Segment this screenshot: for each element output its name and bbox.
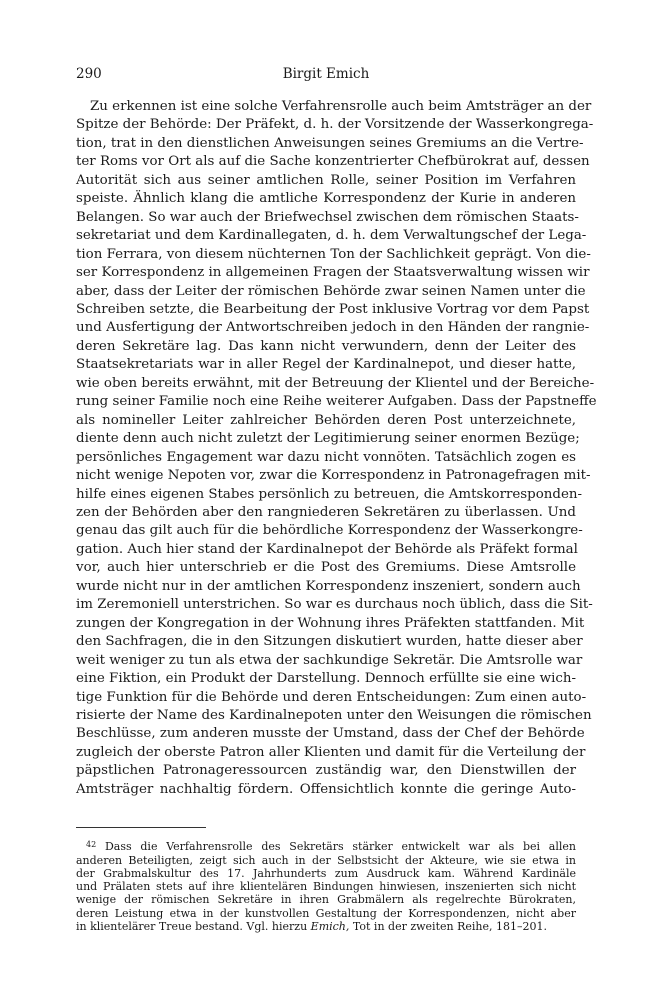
- text-line: Schreiben setzte, die Bearbeitung der Post inklusive Vortrag vor dem Papst: [76, 301, 590, 317]
- text-line: tion Ferrara, von diesem nüchternen Ton der Sachlichkeit geprägt. Von die-: [76, 246, 591, 262]
- footnote-line: der Grabmalskultur des 17. Jahrhunderts zum Ausdruck kam. Während Kardinäle: [76, 866, 576, 880]
- footnote-line: wenige der römischen Sekretäre in ihren Grabmälern als regelrechte Bürokraten,: [76, 893, 576, 907]
- text-line: tion, trat in den dienstlichen Anweisungen seines Gremiums an die Vertre-: [76, 135, 584, 151]
- footnote-line: [76, 838, 576, 853]
- footnote-number: 42: [86, 840, 97, 850]
- text-line: tige Funktion für die Behörde und deren Entscheidungen: Zum einen auto-: [76, 689, 587, 705]
- text-line: hilfe eines eigenen Stabes persönlich zu betreuen, die Amtskorresponden-: [76, 486, 583, 502]
- text-line: ter Roms vor Ort als auf die Sache konzentrierter Chefbürokrat auf, dessen: [76, 154, 590, 170]
- footnote-divider: [76, 827, 206, 828]
- main-text: [76, 98, 597, 799]
- text-line: zungen der Kongregation in der Wohnung ihres Präfekten stattfanden. Mit: [76, 615, 585, 631]
- footnote-text: in klientelärer Treue bestand. Vgl. hierzu: [76, 920, 311, 933]
- text-line: aber, dass der Leiter der römischen Behörde zwar seinen Namen unter die: [76, 283, 586, 299]
- text-line: speiste. Ähnlich klang die amtliche Korrespondenz der Kurie in anderen: [76, 191, 576, 207]
- text-line: Beschlüsse, zum anderen musste der Umstand, dass der Chef der Behörde: [76, 726, 585, 742]
- book-page: [76, 66, 597, 933]
- text-line: zugleich der oberste Patron aller Klienten und damit für die Verteilung der: [76, 744, 586, 760]
- text-line: Spitze der Behörde: Der Präfekt, d. h. der Vorsitzende der Wasserkongrega-: [76, 117, 594, 133]
- footnote-line: [76, 920, 576, 933]
- text-line: Zu erkennen ist eine solche Verfahrensrolle auch beim Amtsträger an der: [90, 99, 592, 114]
- text-line: und Ausfertigung der Antwortschreiben jedoch in den Händen der rangnie-: [76, 320, 590, 336]
- footnote-42: [76, 838, 576, 933]
- running-head: Birgit Emich: [282, 66, 370, 82]
- text-line: rung seiner Familie noch eine Reihe weiterer Aufgaben. Dass der Papstneffe: [76, 394, 597, 410]
- text-line: im Zeremoniell unterstrichen. So war es durchaus noch üblich, dass die Sit-: [76, 597, 593, 613]
- text-line: wurde nicht nur in der amtlichen Korrespondenz inszeniert, sondern auch: [76, 578, 581, 594]
- text-line: den Sachfragen, die in den Sitzungen diskutiert wurden, hatte dieser aber: [76, 634, 583, 650]
- text-line: Amtsträger nachhaltig fördern. Offensichtlich konnte die geringe Auto-: [76, 781, 576, 797]
- text-line: risierte der Name des Kardinalnepoten unter den Weisungen die römischen: [76, 707, 592, 723]
- footnote-line: und Prälaten stets auf ihre klientelären Bindungen hinwiesen, inszenierten sich nicht: [76, 880, 576, 894]
- footnote-text: Tot in der zweiten Reihe, 181–201.: [349, 920, 547, 933]
- text-line: diente denn auch nicht zuletzt der Legitimierung seiner enormen Bezüge;: [76, 431, 580, 447]
- text-line: nicht wenige Nepoten vor, zwar die Korrespondenz in Patronagefragen mit-: [76, 468, 591, 484]
- page-header: [76, 66, 576, 88]
- footnote-text: Dass die Verfahrensrolle des Sekretärs stärker entwickelt war als bei allen: [104, 840, 576, 854]
- text-line: als nomineller Leiter zahlreicher Behörden deren Post unterzeichnete,: [76, 412, 576, 428]
- text-line: päpstlichen Patronageressourcen zuständig war, den Dienstwillen der: [76, 763, 576, 779]
- text-line: genau das gilt auch für die behördliche Korrespondenz der Wasserkongre-: [76, 523, 583, 539]
- text-line: Belangen. So war auch der Briefwechsel zwischen dem römischen Staats-: [76, 209, 579, 225]
- page-number: 290: [76, 66, 102, 82]
- text-line: zen der Behörden aber den rangniederen Sekretären zu überlassen. Und: [76, 504, 576, 520]
- text-line: Autorität sich aus seiner amtlichen Rolle, seiner Position im Verfahren: [76, 172, 576, 188]
- text-line: ser Korrespondenz in allgemeinen Fragen der Staatsverwaltung wissen wir: [76, 265, 590, 281]
- cited-author: Emich,: [310, 920, 350, 933]
- footnote-line: anderen Beteiligten, zeigt sich auch in der Selbstsicht der Akteure, wie sie etwa in: [76, 853, 576, 867]
- text-line: sekretariat und dem Kardinallegaten, d. h. dem Verwaltungschef der Lega-: [76, 228, 587, 244]
- footnote-line: deren Leistung etwa in der kunstvollen Gestaltung der Korrespondenzen, nicht aber: [76, 906, 576, 920]
- text-line: wie oben bereits erwähnt, mit der Betreuung der Klientel und der Bereiche-: [76, 375, 595, 391]
- text-line: Staatsekretariats war in aller Regel der Kardinalnepot, und dieser hatte,: [76, 357, 576, 373]
- text-line: vor, auch hier unterschrieb er die Post des Gremiums. Diese Amtsrolle: [76, 560, 576, 576]
- text-line: gation. Auch hier stand der Kardinalnepot der Behörde als Präfekt formal: [76, 541, 578, 557]
- text-line: deren Sekretäre lag. Das kann nicht verwundern, denn der Leiter des: [76, 338, 576, 354]
- text-line: eine Fiktion, ein Produkt der Darstellung. Dennoch erfüllte sie eine wich-: [76, 671, 576, 687]
- text-line: persönliches Engagement war dazu nicht vonnöten. Tatsächlich zogen es: [76, 449, 576, 465]
- text-line: weit weniger zu tun als etwa der sachkundige Sekretär. Die Amtsrolle war: [76, 652, 583, 668]
